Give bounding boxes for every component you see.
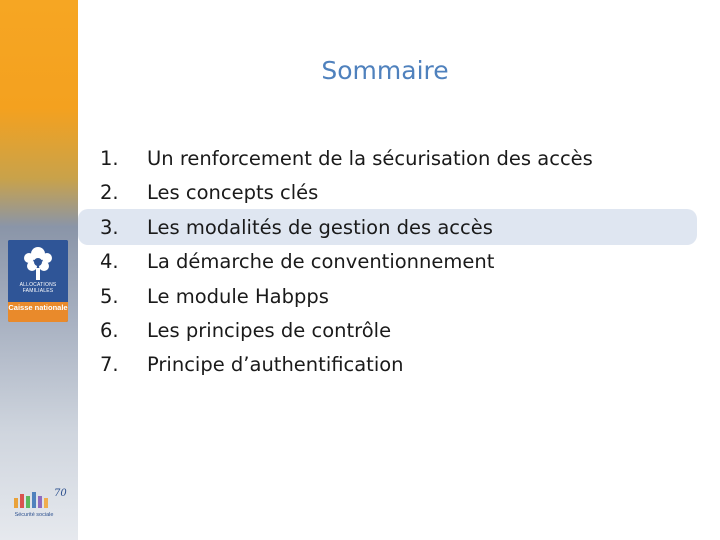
toc-item [100, 282, 700, 316]
caf-logo [8, 240, 68, 322]
toc-item-number: 6. [100, 318, 119, 342]
toc-item-number: 1. [100, 147, 119, 170]
toc-item-text: La démarche de conventionnement [147, 250, 495, 274]
toc-item-text: Le module Habpps [147, 284, 329, 308]
toc-item [100, 178, 700, 212]
toc-item-text: Les modalités de gestion des accès [147, 215, 493, 239]
toc-item [100, 316, 700, 350]
family-tree-icon [8, 240, 68, 284]
toc-item-number: 2. [100, 181, 119, 205]
toc-item-text: Les principes de contrôle [147, 318, 392, 342]
securite-sociale-text: Sécurité sociale [14, 512, 54, 518]
toc-item [100, 350, 700, 384]
toc-item-number: 3. [100, 215, 119, 239]
toc-item [100, 144, 700, 178]
toc-item-text: Les concepts clés [147, 181, 319, 205]
toc-item-number: 7. [100, 353, 119, 377]
toc-item [100, 247, 700, 281]
table-of-contents [100, 144, 700, 385]
toc-item-number: 5. [100, 284, 119, 308]
toc-item-number: 4. [100, 250, 119, 274]
securite-sociale-logo [8, 478, 72, 526]
toc-item-text: Un renforcement de la sécurisation des accès [147, 147, 593, 170]
toc-item-text: Principe d’authentification [147, 353, 404, 377]
caf-logo-big-text: Caisse nationale [8, 303, 68, 312]
svg-text:70: 70 [54, 488, 67, 499]
caf-logo-small-text: ALLOCATIONS FAMILIALES [19, 282, 57, 294]
sidebar-band [0, 0, 78, 540]
toc-item-highlighted [100, 213, 700, 247]
securite-sociale-icon [8, 478, 72, 512]
slide-title: Sommaire [321, 56, 449, 85]
